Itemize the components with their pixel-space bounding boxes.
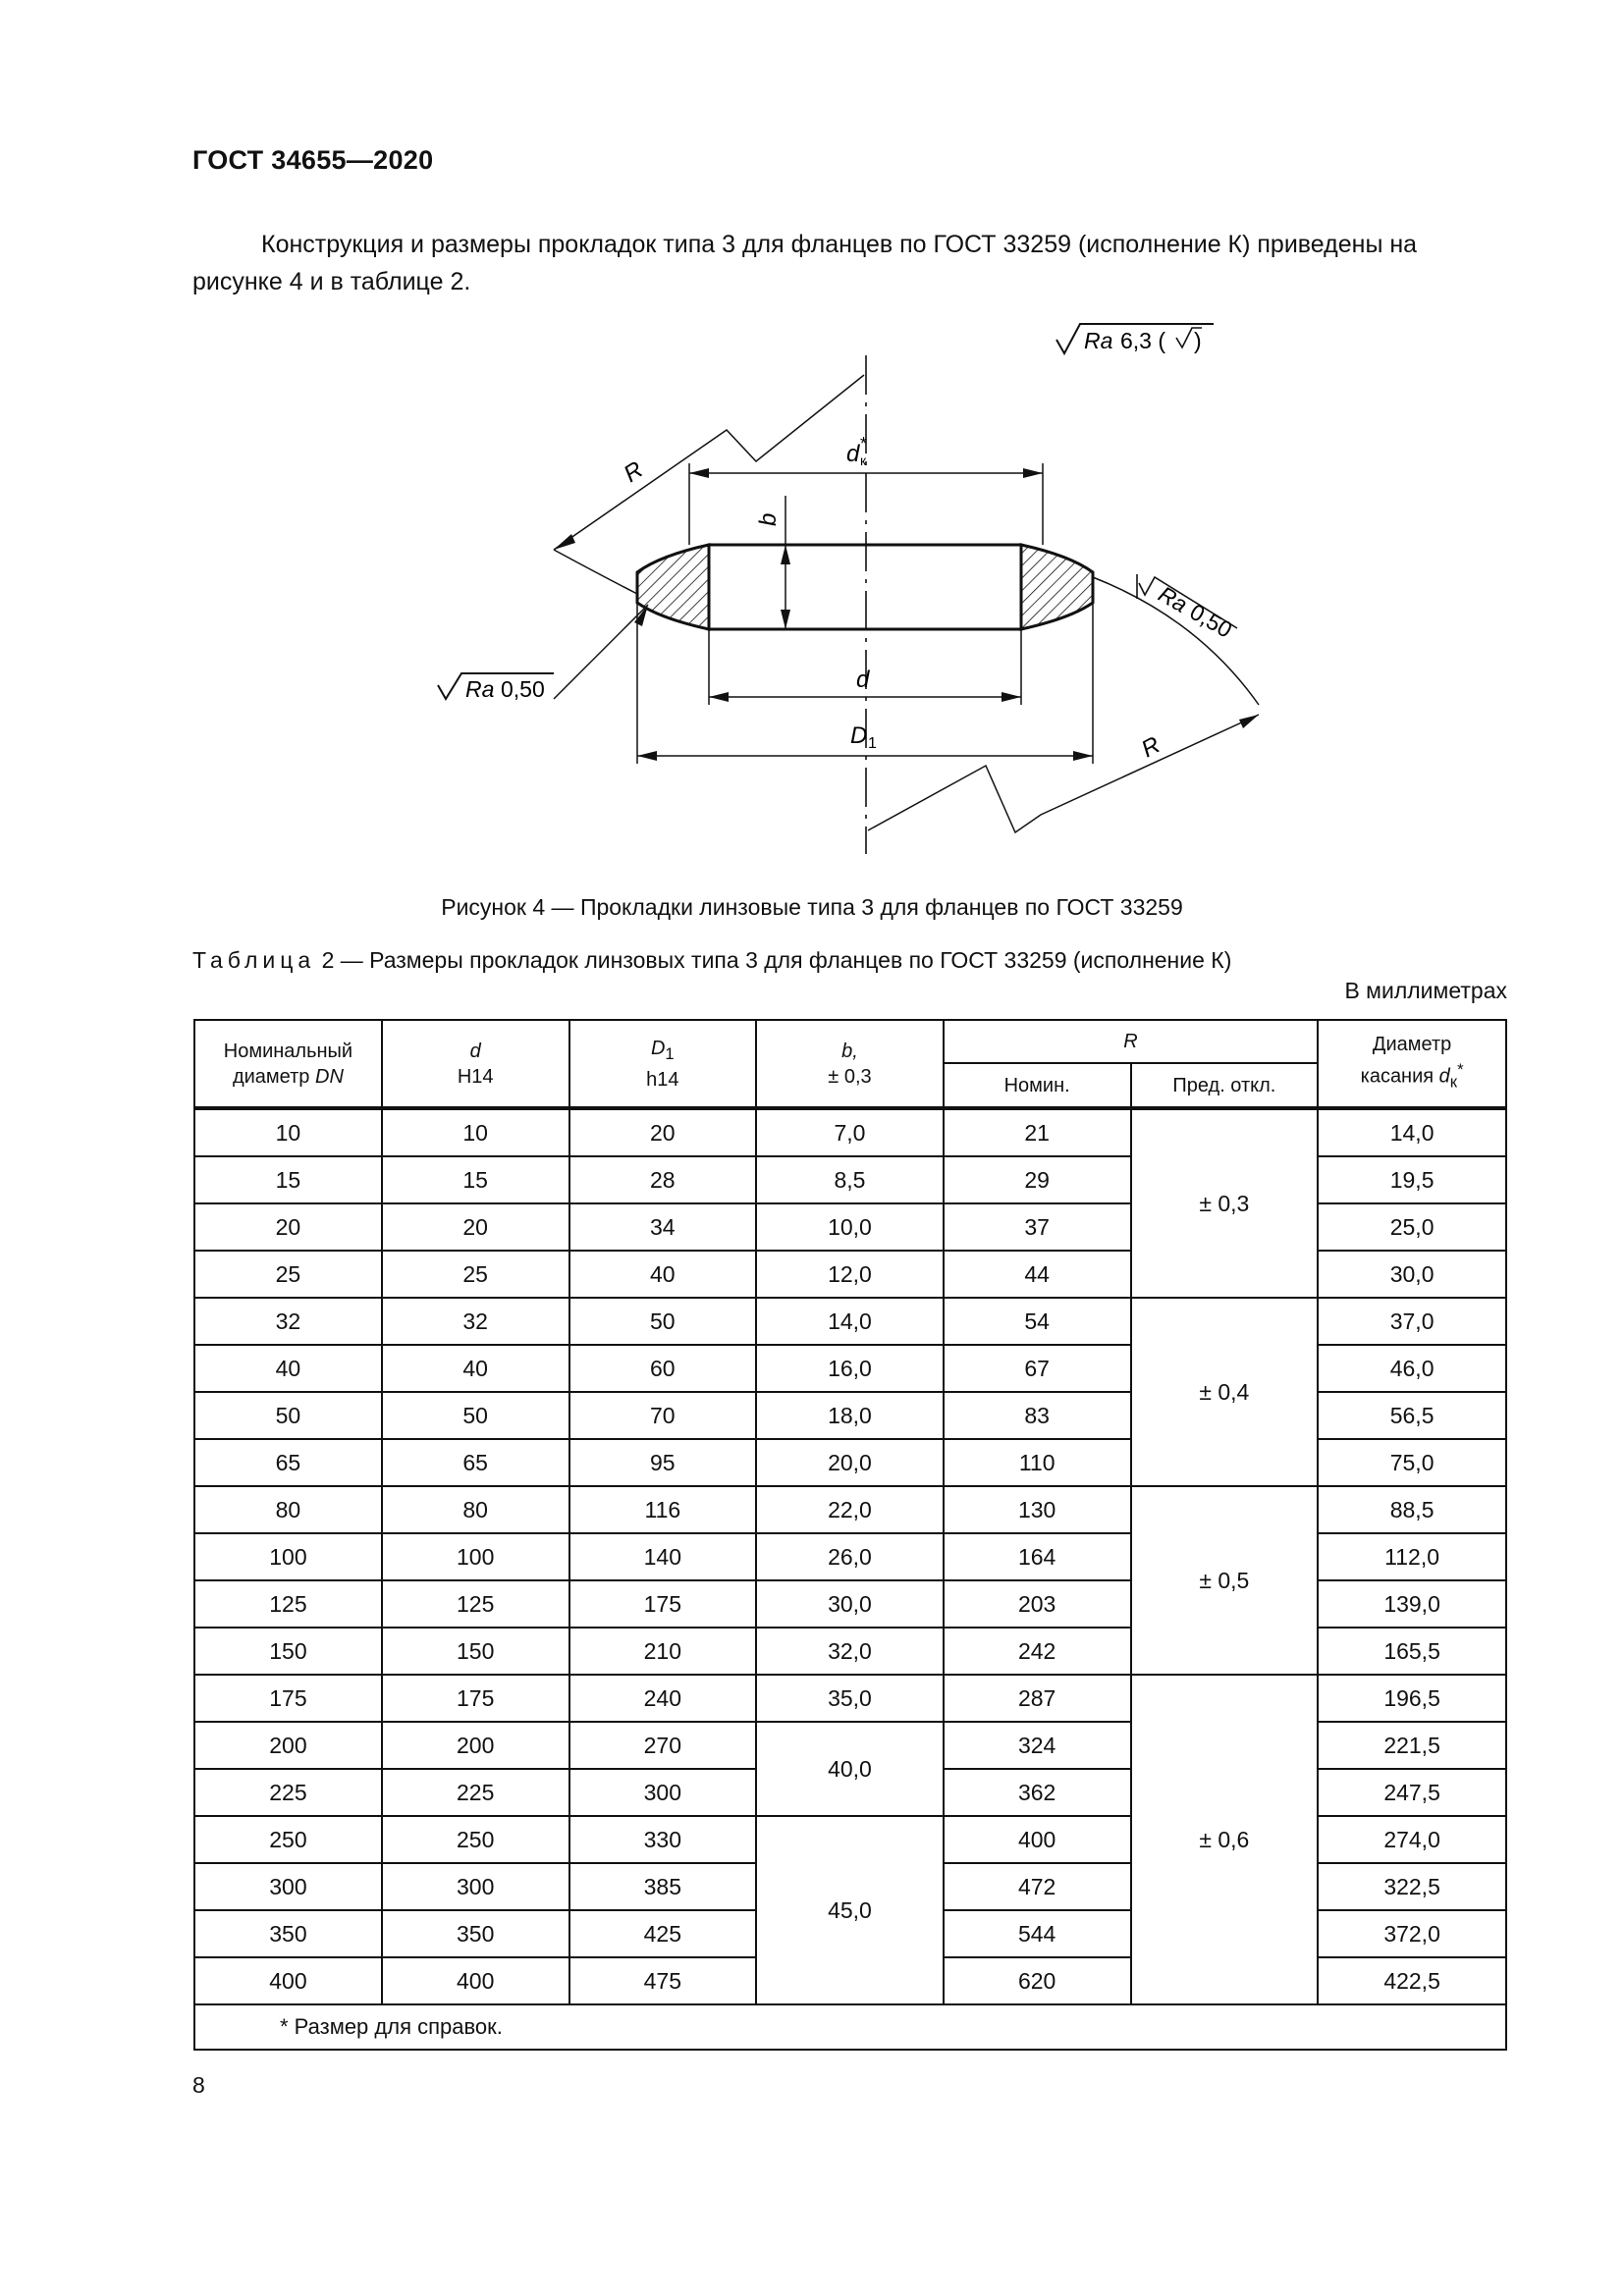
cell-tolerance-group2: ± 0,4 (1131, 1298, 1319, 1486)
cell-dk: 422,5 (1318, 1957, 1506, 2004)
cell-d: 65 (382, 1439, 569, 1486)
cell-d: 20 (382, 1203, 569, 1251)
standard-code: ГОСТ 34655—2020 (192, 145, 434, 175)
label-dk-sup: * (860, 434, 868, 454)
cell-D1: 70 (569, 1392, 757, 1439)
cell-b: 14,0 (756, 1298, 944, 1345)
table-row (194, 1675, 1506, 1722)
cell-D1: 270 (569, 1722, 757, 1769)
cell-dn: 250 (194, 1816, 382, 1863)
cell-dk: 165,5 (1318, 1628, 1506, 1675)
cell-dn: 10 (194, 1108, 382, 1156)
cell-D1: 20 (569, 1108, 757, 1156)
header-b-line2: ± 0,3 (828, 1065, 872, 1088)
cell-R: 242 (944, 1628, 1131, 1675)
cell-R: 130 (944, 1486, 1131, 1533)
cell-R: 54 (944, 1298, 1131, 1345)
cell-d: 250 (382, 1816, 569, 1863)
page-number: 8 (192, 2072, 205, 2098)
cell-d: 32 (382, 1298, 569, 1345)
cell-b: 26,0 (756, 1533, 944, 1580)
cell-b: 8,5 (756, 1156, 944, 1203)
dimension-d (709, 629, 1021, 705)
header-b-line1: b, (841, 1040, 858, 1062)
cell-d: 80 (382, 1486, 569, 1533)
cell-dn: 40 (194, 1345, 382, 1392)
header-dn-italic: DN (315, 1065, 344, 1088)
cell-b: 7,0 (756, 1108, 944, 1156)
cell-R: 400 (944, 1816, 1131, 1863)
cell-b: 20,0 (756, 1439, 944, 1486)
cell-d: 200 (382, 1722, 569, 1769)
cell-dn: 175 (194, 1675, 382, 1722)
header-d-line1: d (469, 1040, 481, 1062)
cell-dk: 112,0 (1318, 1533, 1506, 1580)
cell-R: 544 (944, 1910, 1131, 1957)
table-caption (192, 947, 1231, 974)
gasket-section (637, 545, 1093, 629)
header-D1-main: D (650, 1037, 666, 1059)
cell-dn: 125 (194, 1580, 382, 1628)
header-D1 (569, 1020, 757, 1108)
cell-R: 37 (944, 1203, 1131, 1251)
roughness-left-value: 0,50 (501, 676, 545, 702)
cell-D1: 475 (569, 1957, 757, 2004)
cell-dk: 247,5 (1318, 1769, 1506, 1816)
cell-R: 620 (944, 1957, 1131, 2004)
cell-D1: 385 (569, 1863, 757, 1910)
cell-R: 21 (944, 1108, 1131, 1156)
cell-D1: 140 (569, 1533, 757, 1580)
cell-dn: 15 (194, 1156, 382, 1203)
cell-dn: 400 (194, 1957, 382, 2004)
cell-b: 10,0 (756, 1203, 944, 1251)
roughness-right-callout (1137, 574, 1237, 643)
label-b: b (755, 512, 782, 526)
cell-D1: 50 (569, 1298, 757, 1345)
cell-R: 110 (944, 1439, 1131, 1486)
header-R-nom: Номин. (944, 1063, 1131, 1108)
cell-R: 44 (944, 1251, 1131, 1298)
header-R-group-label: R (1123, 1031, 1138, 1052)
cell-R: 29 (944, 1156, 1131, 1203)
roughness-general-value: 6,3 ( (1120, 328, 1166, 353)
cell-dn: 100 (194, 1533, 382, 1580)
cell-tolerance-group4: ± 0,6 (1131, 1675, 1319, 2004)
intro-paragraph: Конструкция и размеры прокладок типа 3 для фланцев по ГОСТ 33259 (исполнение К) приведены на рисунке 4 и в таблице 2. (192, 231, 1418, 295)
cell-dk: 322,5 (1318, 1863, 1506, 1910)
header-d-line2: H14 (457, 1065, 494, 1088)
cell-b-merged: 40,0 (756, 1722, 944, 1816)
header-dk (1318, 1020, 1506, 1108)
cell-dn: 32 (194, 1298, 382, 1345)
roughness-general-ra: Ra (1084, 328, 1113, 353)
roughness-left-callout (438, 605, 648, 702)
cell-R: 203 (944, 1580, 1131, 1628)
cell-b: 16,0 (756, 1345, 944, 1392)
cell-D1: 34 (569, 1203, 757, 1251)
cell-D1: 28 (569, 1156, 757, 1203)
table-row (194, 1298, 1506, 1345)
gasket-drawing (0, 314, 1624, 883)
cell-d: 10 (382, 1108, 569, 1156)
label-dk-sub: к (860, 453, 867, 468)
cell-R: 83 (944, 1392, 1131, 1439)
header-dk-line1: Диаметр (1372, 1034, 1452, 1056)
header-D1-sub: 1 (665, 1043, 675, 1063)
label-D1-sub: 1 (868, 735, 877, 752)
cell-d: 400 (382, 1957, 569, 2004)
table-footnote: * Размер для справок. (194, 2004, 1506, 2050)
header-dn (194, 1020, 382, 1108)
cell-b: 22,0 (756, 1486, 944, 1533)
cell-R: 324 (944, 1722, 1131, 1769)
cell-d: 100 (382, 1533, 569, 1580)
cell-tolerance-group3: ± 0,5 (1131, 1486, 1319, 1675)
cell-D1: 330 (569, 1816, 757, 1863)
table-row (194, 1108, 1506, 1156)
cell-dn: 225 (194, 1769, 382, 1816)
cell-R: 67 (944, 1345, 1131, 1392)
table-caption-rest: 2 — Размеры прокладок линзовых типа 3 для фланцев по ГОСТ 33259 (исполнение К) (315, 947, 1232, 973)
table-caption-word: Таблица (192, 947, 316, 973)
cell-dk: 372,0 (1318, 1910, 1506, 1957)
cell-D1: 60 (569, 1345, 757, 1392)
cell-dk: 46,0 (1318, 1345, 1506, 1392)
header-dn-line2: диаметр (232, 1065, 310, 1088)
dimension-b (755, 496, 790, 629)
cell-d: 40 (382, 1345, 569, 1392)
cell-d: 15 (382, 1156, 569, 1203)
cell-d: 350 (382, 1910, 569, 1957)
header-dk-main: d (1438, 1065, 1450, 1088)
label-dk: d (846, 441, 860, 467)
cell-dn: 20 (194, 1203, 382, 1251)
cell-dn: 80 (194, 1486, 382, 1533)
label-R-right: R (1137, 731, 1165, 764)
cell-dk: 221,5 (1318, 1722, 1506, 1769)
header-dn-line1: Номинальный (223, 1040, 353, 1062)
cell-d: 125 (382, 1580, 569, 1628)
cell-D1: 425 (569, 1910, 757, 1957)
table-row (194, 1486, 1506, 1533)
cell-dk: 88,5 (1318, 1486, 1506, 1533)
cell-d: 300 (382, 1863, 569, 1910)
cell-dk: 274,0 (1318, 1816, 1506, 1863)
header-D1-line2: h14 (646, 1068, 679, 1091)
cell-dn: 25 (194, 1251, 382, 1298)
cell-dk: 19,5 (1318, 1156, 1506, 1203)
cell-dk: 196,5 (1318, 1675, 1506, 1722)
cell-dk: 56,5 (1318, 1392, 1506, 1439)
cell-R: 362 (944, 1769, 1131, 1816)
cell-D1: 300 (569, 1769, 757, 1816)
roughness-right-ra: Ra (1154, 580, 1192, 618)
cell-d: 150 (382, 1628, 569, 1675)
cell-tolerance-group1: ± 0,3 (1131, 1108, 1319, 1298)
table-footnote-row (194, 2004, 1506, 2050)
cell-R: 164 (944, 1533, 1131, 1580)
cell-b-merged: 45,0 (756, 1816, 944, 2004)
figure-caption: Рисунок 4 — Прокладки линзовые типа 3 для фланцев по ГОСТ 33259 (441, 894, 1183, 920)
roughness-general-symbol (1056, 324, 1214, 353)
cell-D1: 210 (569, 1628, 757, 1675)
cell-R: 472 (944, 1863, 1131, 1910)
label-d: d (856, 667, 870, 693)
roughness-right-value: 0,50 (1185, 598, 1237, 643)
cell-D1: 95 (569, 1439, 757, 1486)
cell-dk: 14,0 (1318, 1108, 1506, 1156)
cell-d: 175 (382, 1675, 569, 1722)
cell-d: 225 (382, 1769, 569, 1816)
cell-dk: 139,0 (1318, 1580, 1506, 1628)
cell-dn: 50 (194, 1392, 382, 1439)
cell-dn: 350 (194, 1910, 382, 1957)
cell-b: 35,0 (756, 1675, 944, 1722)
cell-b: 12,0 (756, 1251, 944, 1298)
cell-dn: 65 (194, 1439, 382, 1486)
cell-b: 18,0 (756, 1392, 944, 1439)
cell-dn: 300 (194, 1863, 382, 1910)
cell-dk: 25,0 (1318, 1203, 1506, 1251)
header-dk-sup: * (1457, 1060, 1464, 1080)
label-D1: D (850, 722, 868, 749)
cell-R: 287 (944, 1675, 1131, 1722)
cell-b: 32,0 (756, 1628, 944, 1675)
cell-dk: 37,0 (1318, 1298, 1506, 1345)
roughness-left-ra: Ra (465, 676, 495, 702)
units-note: В миллиметрах (1344, 978, 1507, 1003)
header-b (756, 1020, 944, 1108)
cell-d: 50 (382, 1392, 569, 1439)
cell-dn: 150 (194, 1628, 382, 1675)
roughness-general-close: ) (1194, 328, 1202, 353)
header-R-group (944, 1020, 1318, 1063)
cell-dn: 200 (194, 1722, 382, 1769)
header-R-tol: Пред. откл. (1131, 1063, 1319, 1108)
cell-dk: 30,0 (1318, 1251, 1506, 1298)
cell-dk: 75,0 (1318, 1439, 1506, 1486)
label-R-left: R (619, 455, 648, 489)
cell-D1: 116 (569, 1486, 757, 1533)
header-d (382, 1020, 569, 1108)
cell-D1: 175 (569, 1580, 757, 1628)
header-dk-sub: к (1449, 1072, 1458, 1092)
cell-b: 30,0 (756, 1580, 944, 1628)
dimensions-table (193, 1019, 1507, 2051)
header-dk-line2: касания (1360, 1065, 1435, 1088)
cell-D1: 240 (569, 1675, 757, 1722)
cell-D1: 40 (569, 1251, 757, 1298)
cell-d: 25 (382, 1251, 569, 1298)
